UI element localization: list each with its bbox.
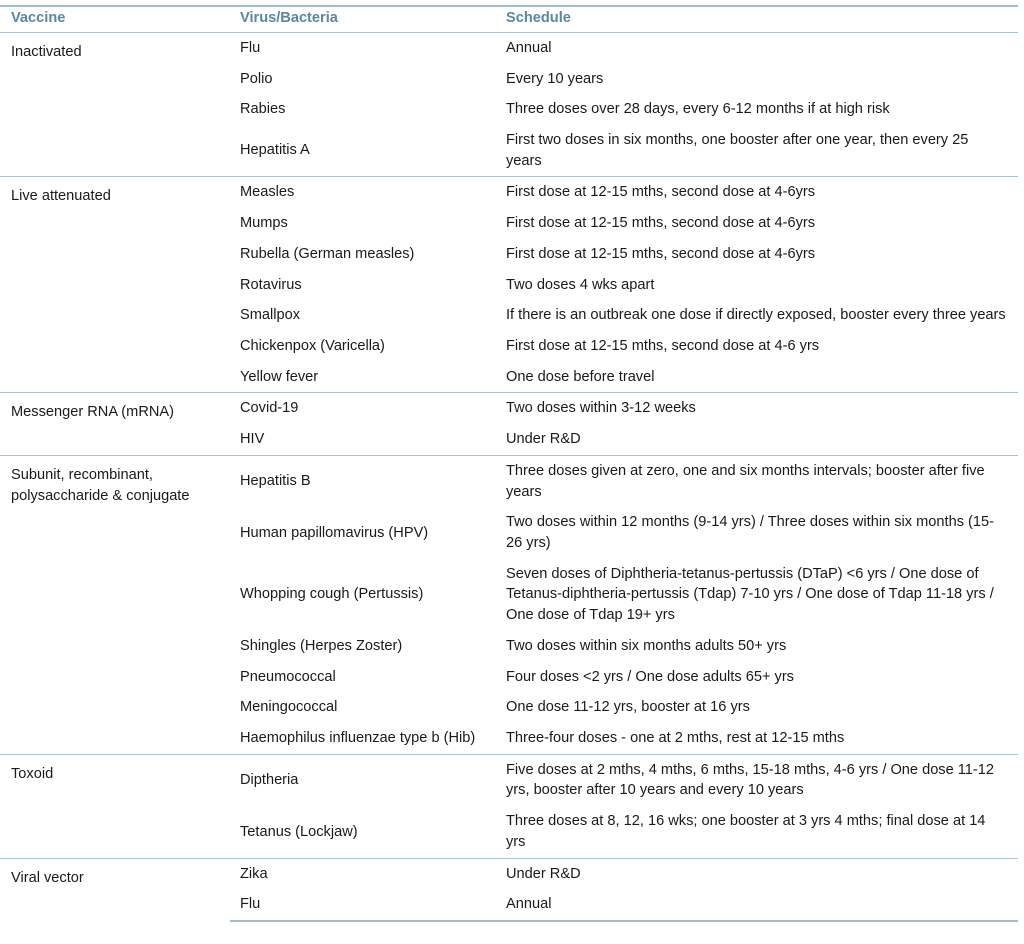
cell-schedule: Every 10 years — [506, 70, 604, 87]
cell-virus: Flu — [230, 889, 498, 921]
cell-schedule: Three doses given at zero, one and six months intervals; booster after five years — [498, 455, 1018, 507]
cell-virus: Human papillomavirus (HPV) — [240, 524, 429, 541]
table-row — [0, 32, 1018, 63]
cell-virus: Flu — [230, 32, 498, 63]
cell-schedule: Two doses within six months adults 50+ yrs — [506, 637, 787, 654]
cell-virus: Rubella (German measles) — [240, 245, 415, 262]
cell-schedule: Five doses at 2 mths, 4 mths, 6 mths, 15-18 mths, 4-6 yrs / One dose 11-12 yrs, booster after 10 years and every 10 years — [498, 754, 1018, 806]
cell-virus: Zika — [230, 858, 498, 889]
cell-virus: Whopping cough (Pertussis) — [240, 586, 424, 603]
table-row — [0, 177, 1018, 208]
cell-virus: Measles — [230, 177, 498, 208]
table-row — [0, 393, 1018, 424]
cell-virus: Smallpox — [240, 307, 301, 324]
cell-schedule: First dose at 12-15 mths, second dose at 4-6yrs — [506, 245, 816, 262]
cell-virus: Yellow fever — [240, 368, 319, 385]
cell-schedule: Seven doses of Diphtheria-tetanus-pertussis (DTaP) <6 yrs / One dose of Tetanus-diphtheria-pertussis (Tdap) 7-10 yrs / One dose of Tdap 11-18 yrs / One dose of Tdap 19+ yrs — [506, 565, 994, 624]
cell-schedule: One dose before travel — [506, 368, 655, 385]
table-body — [0, 32, 1018, 921]
cell-schedule: Three-four doses - one at 2 mths, rest at 12-15 mths — [506, 730, 845, 747]
column-header-vaccine: Vaccine — [0, 6, 230, 32]
cell-schedule: First dose at 12-15 mths, second dose at 4-6yrs — [498, 177, 1018, 208]
cell-virus: Rabies — [240, 101, 286, 118]
cell-virus: Haemophilus influenzae type b (Hib) — [240, 730, 476, 747]
table-header — [0, 6, 1018, 32]
column-header-schedule: Schedule — [498, 6, 1018, 32]
cell-vaccine-group: Subunit, recombinant, polysaccharide & conjugate — [0, 455, 230, 754]
cell-virus: Hepatitis B — [230, 455, 498, 507]
cell-virus: Diptheria — [230, 754, 498, 806]
cell-virus: HIV — [240, 431, 265, 448]
cell-schedule: Three doses at 8, 12, 16 wks; one booster at 3 yrs 4 mths; final dose at 14 yrs — [506, 813, 986, 850]
table-row — [0, 455, 1018, 507]
cell-vaccine-group: Viral vector — [0, 858, 230, 921]
cell-virus: Hepatitis A — [240, 142, 310, 159]
cell-schedule: Two doses within 3-12 weeks — [498, 393, 1018, 424]
cell-schedule: First dose at 12-15 mths, second dose at 4-6 yrs — [506, 337, 820, 354]
cell-virus: Pneumococcal — [240, 668, 336, 685]
cell-schedule: First two doses in six months, one booster after one year, then every 25 years — [506, 131, 969, 169]
cell-schedule: Under R&D — [498, 858, 1018, 889]
cell-schedule: Under R&D — [506, 431, 581, 448]
vaccine-schedule-table-container — [0, 5, 1024, 922]
cell-schedule: Annual — [498, 32, 1018, 63]
table-header-row — [0, 6, 1018, 32]
cell-schedule: Annual — [498, 889, 1018, 921]
cell-virus: Mumps — [240, 215, 288, 232]
cell-virus: Polio — [240, 70, 273, 87]
cell-schedule: Four doses <2 yrs / One dose adults 65+ yrs — [506, 668, 794, 685]
cell-vaccine-group: Messenger RNA (mRNA) — [0, 393, 230, 455]
table-row — [0, 754, 1018, 806]
cell-schedule: One dose 11-12 yrs, booster at 16 yrs — [506, 699, 750, 716]
cell-schedule: If there is an outbreak one dose if directly exposed, booster every three years — [506, 307, 1006, 324]
cell-virus: Meningococcal — [240, 699, 338, 716]
column-header-virus: Virus/Bacteria — [230, 6, 498, 32]
cell-vaccine-group: Inactivated — [0, 32, 230, 177]
cell-vaccine-group: Toxoid — [0, 754, 230, 858]
cell-schedule: Two doses within 12 months (9-14 yrs) / Three doses within six months (15-26 yrs) — [506, 514, 995, 551]
cell-virus: Shingles (Herpes Zoster) — [240, 637, 403, 654]
cell-schedule: Two doses 4 wks apart — [506, 276, 655, 293]
cell-vaccine-group: Live attenuated — [0, 177, 230, 393]
cell-virus: Rotavirus — [240, 276, 302, 293]
vaccine-schedule-table — [0, 5, 1018, 922]
cell-schedule: Three doses over 28 days, every 6-12 months if at high risk — [506, 101, 890, 118]
cell-virus: Tetanus (Lockjaw) — [240, 823, 358, 840]
cell-virus: Chickenpox (Varicella) — [240, 337, 385, 354]
cell-virus: Covid-19 — [230, 393, 498, 424]
table-row — [0, 858, 1018, 889]
cell-schedule: First dose at 12-15 mths, second dose at 4-6yrs — [506, 215, 816, 232]
